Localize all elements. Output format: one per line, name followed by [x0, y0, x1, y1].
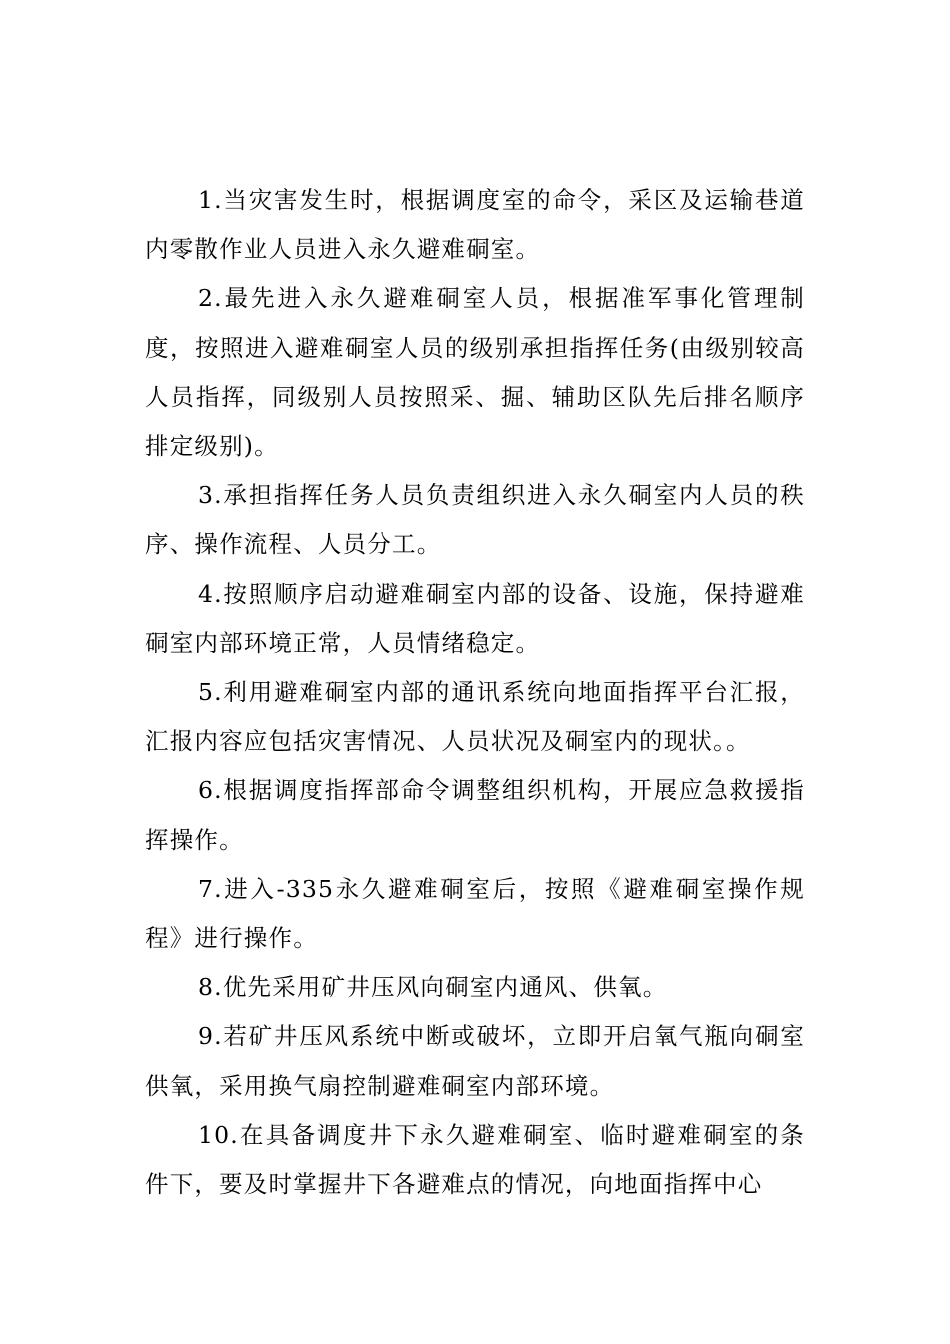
paragraph-10: 10.在具备调度井下永久避难硐室、临时避难硐室的条件下，要及时掌握井下各避难点的情况，向地面指挥中心	[145, 1120, 805, 1199]
paragraph-6: 6.根据调度指挥部命令调整组织机构，开展应急救援指挥操作。	[145, 776, 805, 854]
paragraph-5: 5.利用避难硐室内部的通讯系统向地面指挥平台汇报，汇报内容应包括灾害情况、人员状况及硐室内的现状。。	[145, 678, 805, 756]
paragraph-9: 9.若矿井压风系统中断或破坏，立即开启氧气瓶向硐室供氧，采用换气扇控制避难硐室内部环境。	[145, 1022, 805, 1100]
paragraph-7: 7.进入-335永久避难硐室后，按照《避难硐室操作规程》进行操作。	[145, 874, 805, 953]
paragraph-1: 1.当灾害发生时，根据调度室的命令，采区及运输巷道内零散作业人员进入永久避难硐室。	[145, 186, 805, 264]
paragraph-3: 3.承担指挥任务人员负责组织进入永久硐室内人员的秩序、操作流程、人员分工。	[145, 481, 805, 559]
document-body	[145, 176, 805, 1209]
paragraph-8: 8.优先采用矿井压风向硐室内通风、供氧。	[198, 973, 668, 1002]
paragraph-4: 4.按照顺序启动避难硐室内部的设备、设施，保持避难硐室内部环境正常，人员情绪稳定。	[145, 579, 805, 657]
paragraph-2: 2.最先进入永久避难硐室人员，根据准军事化管理制度，按照进入避难硐室人员的级别承担指挥任务(由级别较高人员指挥，同级别人员按照采、掘、辅助区队先后排名顺序排定级别)。	[145, 284, 805, 461]
